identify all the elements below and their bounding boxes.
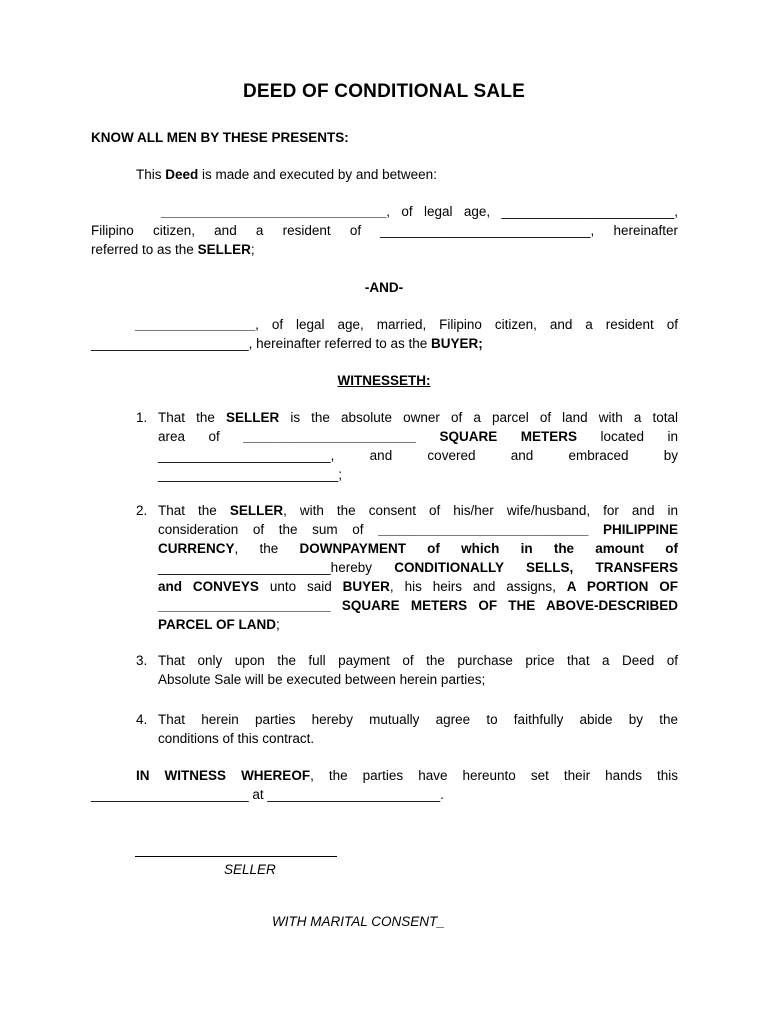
item-1-number: 1.: [136, 410, 148, 425]
item-3-number: 3.: [136, 653, 148, 668]
item-2-number: 2.: [136, 503, 148, 518]
buyer-line-2: _____________________, hereinafter referred to as the BUYER;: [91, 336, 483, 351]
item-4-text: That herein parties hereby mutually agree to faithfully abide by the conditions of this contract.: [158, 712, 678, 746]
witness-clause: IN WITNESS WHEREOF, the parties have hereunto set their hands this _____________________ at _______________________.: [91, 768, 678, 802]
item-1-text: That the SELLER is the absolute owner of a parcel of land with a total area of _______________________ SQUARE METERS located in _______________________, and covered and embraced by ________________________;: [158, 410, 679, 482]
buyer-paragraph: [91, 315, 678, 353]
seller-line-1: ______________________________, of legal age, _______________________,: [161, 204, 678, 219]
buyer-line-1: ________________, of legal age, married, Filipino citizen, and a resident of: [135, 317, 678, 332]
witnesseth-heading: WITNESSETH:: [337, 373, 431, 388]
seller-line-3: referred to as the SELLER;: [91, 242, 255, 257]
seller-signature-label: SELLER: [224, 862, 276, 877]
document-title: DEED OF CONDITIONAL SALE: [242, 81, 526, 102]
seller-signature-line: [135, 856, 337, 857]
this-deed-line: This Deed is made and executed by and between:: [136, 167, 437, 182]
item-4-number: 4.: [136, 712, 148, 727]
intro-heading: KNOW ALL MEN BY THESE PRESENTS:: [91, 130, 349, 145]
marital-consent-label: WITH MARITAL CONSENT_: [272, 914, 445, 929]
seller-line-2: Filipino citizen, and a resident of ____________________________, hereinafter: [91, 223, 678, 238]
item-2-text: That the SELLER, with the consent of his/her wife/husband, for and in consideration of the sum of ____________________________ PHILIPPINE CURRENCY, the DOWNPAYMENT of which in the amount of _______________________hereby CONDITIONALLY SELLS, TRANSFERS and CONVEYS unto said BUYER, his heirs and assigns, A PORTION OF _______________________ SQUARE METERS OF THE ABOVE-DESCRIBED PARCEL OF LAND;: [158, 503, 679, 632]
item-3-text: That only upon the full payment of the purchase price that a Deed of Absolute Sale will be executed between herein parties;: [158, 653, 678, 687]
seller-paragraph: [91, 202, 678, 259]
and-separator: -AND-: [364, 280, 404, 295]
